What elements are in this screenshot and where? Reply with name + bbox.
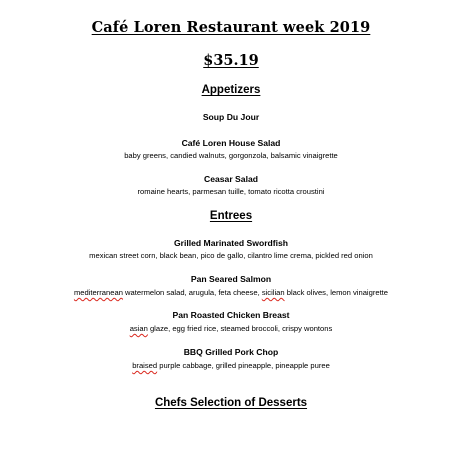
menu-price: $35.19 [203, 52, 259, 69]
item-desc-swordfish: mexican street corn, black bean, pico de gallo, cilantro lime crema, pickled red onion [89, 251, 373, 260]
item-desc-ceasar-salad: romaine hearts, parmesan tuille, tomato ricotta croustini [137, 187, 325, 196]
desc-text: purple cabbage, grilled pineapple, pineapple puree [157, 361, 330, 370]
item-name-ceasar-salad: Ceasar Salad [204, 174, 258, 184]
item-name-soup: Soup Du Jour [202, 112, 260, 122]
item-name-chicken: Pan Roasted Chicken Breast [172, 310, 290, 320]
desc-text: watermelon salad, arugula, feta cheese, [122, 288, 262, 297]
spellcheck-word: sicilian [261, 288, 285, 297]
item-name-house-salad: Café Loren House Salad [181, 138, 281, 148]
section-heading-appetizers: Appetizers [201, 84, 261, 96]
item-desc-chicken [0, 324, 462, 333]
section-heading-desserts: Chefs Selection of Desserts [154, 397, 308, 409]
item-desc-pork-chop [0, 361, 462, 370]
spellcheck-word: mediterranean [73, 288, 123, 297]
item-name-salmon: Pan Seared Salmon [190, 274, 272, 284]
item-name-pork-chop: BBQ Grilled Pork Chop [183, 347, 279, 357]
spellcheck-word: braised [132, 361, 158, 370]
item-name-swordfish: Grilled Marinated Swordfish [173, 238, 289, 248]
item-desc-salmon [0, 288, 462, 297]
desc-text: black olives, lemon vinaigrette [284, 288, 389, 297]
menu-title: Café Loren Restaurant week 2019 [91, 19, 371, 36]
desc-text: glaze, egg fried rice, steamed broccoli, crispy wontons [147, 324, 333, 333]
item-desc-house-salad: baby greens, candied walnuts, gorgonzola, balsamic vinaigrette [124, 151, 338, 160]
section-heading-entrees: Entrees [209, 210, 253, 222]
spellcheck-word: asian [129, 324, 148, 333]
